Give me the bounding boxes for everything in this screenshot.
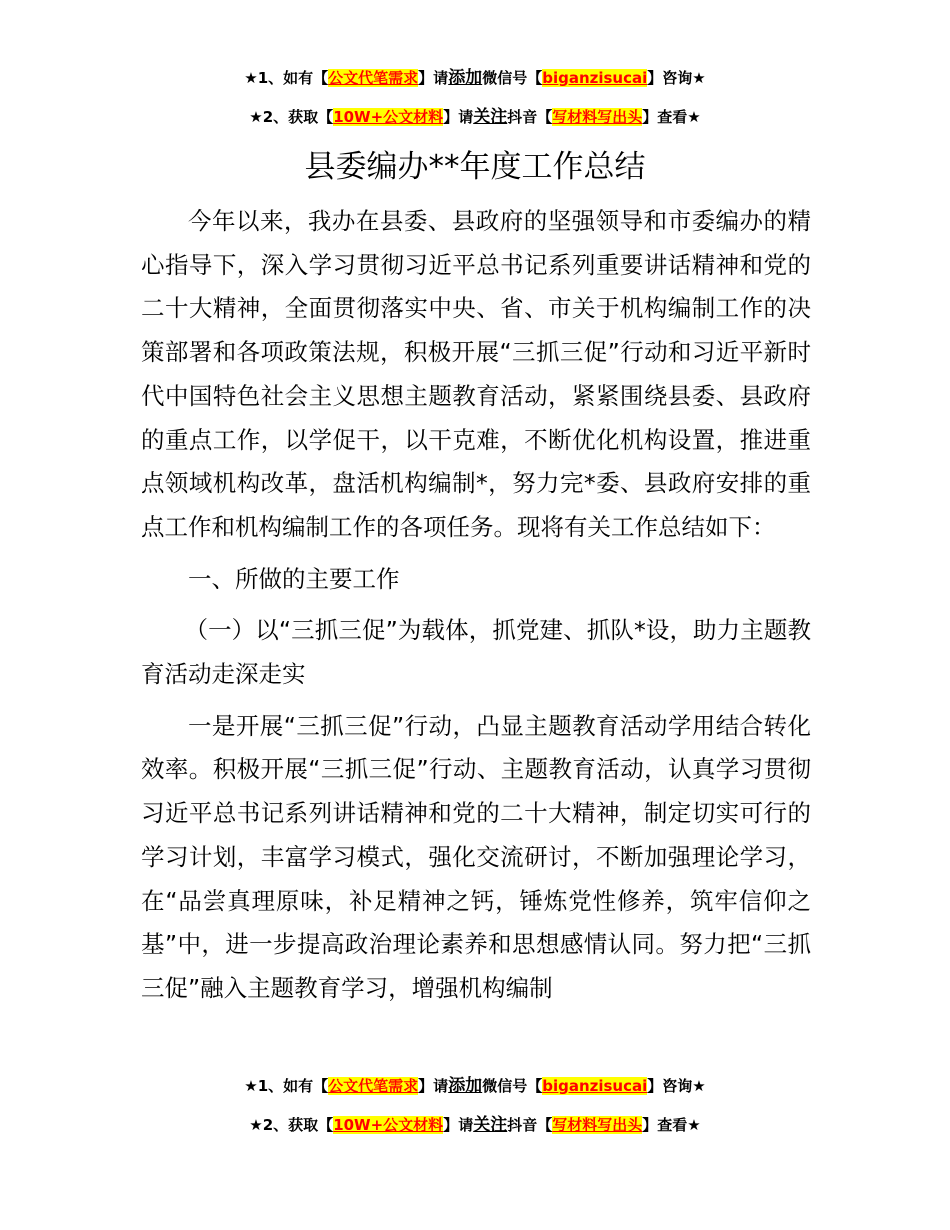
top-notice-consult: ★1、如有【公文代笔需求】请添加微信号【biganzisucai】咨询★ xyxy=(244,68,706,88)
service-highlight: 公文代笔需求 xyxy=(328,69,419,87)
document-body xyxy=(141,200,811,1011)
top-notice-follow: ★2、获取【10W+公文材料】请关注抖音【写材料写出头】查看★ xyxy=(249,107,701,127)
materials-highlight: 10W+公文材料 xyxy=(333,108,444,126)
wechat-id-highlight: biganzisucai xyxy=(542,1077,648,1095)
add-emphasis: 添加 xyxy=(448,68,483,88)
intro-paragraph: 今年以来，我办在县委、县政府的坚强领导和市委编办的精心指导下，深入学习贯彻习近平总书记系列重要讲话精神和党的二十大精神，全面贯彻落实中央、省、市关于机构编制工作的决策部署和各项政策法规，积极开展“三抓三促”行动和习近平新时代中国特色社会主义思想主题教育活动，紧紧围绕县委、县政府的重点工作，以学促干，以干克难，不断优化机构设置，推进重点领域机构改革，盘活机构编制*，努力完*委、县政府安排的重点工作和机构编制工作的各项任务。现将有关工作总结如下： xyxy=(141,207,811,541)
materials-highlight: 10W+公文材料 xyxy=(333,1116,444,1134)
section-heading: 一、所做的主要工作 xyxy=(188,564,400,593)
service-highlight: 公文代笔需求 xyxy=(328,1077,419,1095)
subsection-heading: （一）以“三抓三促”为载体，抓党建、抓队*设，助力主题教育活动走深走实 xyxy=(141,616,811,689)
document-title: 县委编办**年度工作总结 xyxy=(304,149,646,185)
bottom-notice-consult: ★1、如有【公文代笔需求】请添加微信号【biganzisucai】咨询★ xyxy=(244,1076,706,1096)
bottom-notice-follow: ★2、获取【10W+公文材料】请关注抖音【写材料写出头】查看★ xyxy=(249,1115,701,1135)
douyin-account-highlight: 写材料写出头 xyxy=(552,108,643,126)
body-paragraph: 一是开展“三抓三促”行动，凸显主题教育活动学用结合转化效率。积极开展“三抓三促”行动、主题教育活动，认真学习贯彻习近平总书记系列讲话精神和党的二十大精神，制定切实可行的学习计划，丰富学习模式，强化交流研讨，不断加强理论学习，在“品尝真理原味，补足精神之钙，锤炼党性修养，筑牢信仰之基”中，进一步提高政治理论素养和思想感情认同。努力把“三抓三促”融入主题教育学习，增强机构编制 xyxy=(141,711,811,1002)
wechat-id-highlight: biganzisucai xyxy=(542,69,648,87)
douyin-account-highlight: 写材料写出头 xyxy=(552,1116,643,1134)
add-emphasis: 添加 xyxy=(448,1076,483,1096)
follow-emphasis: 关注 xyxy=(473,107,508,127)
follow-emphasis: 关注 xyxy=(473,1115,508,1135)
